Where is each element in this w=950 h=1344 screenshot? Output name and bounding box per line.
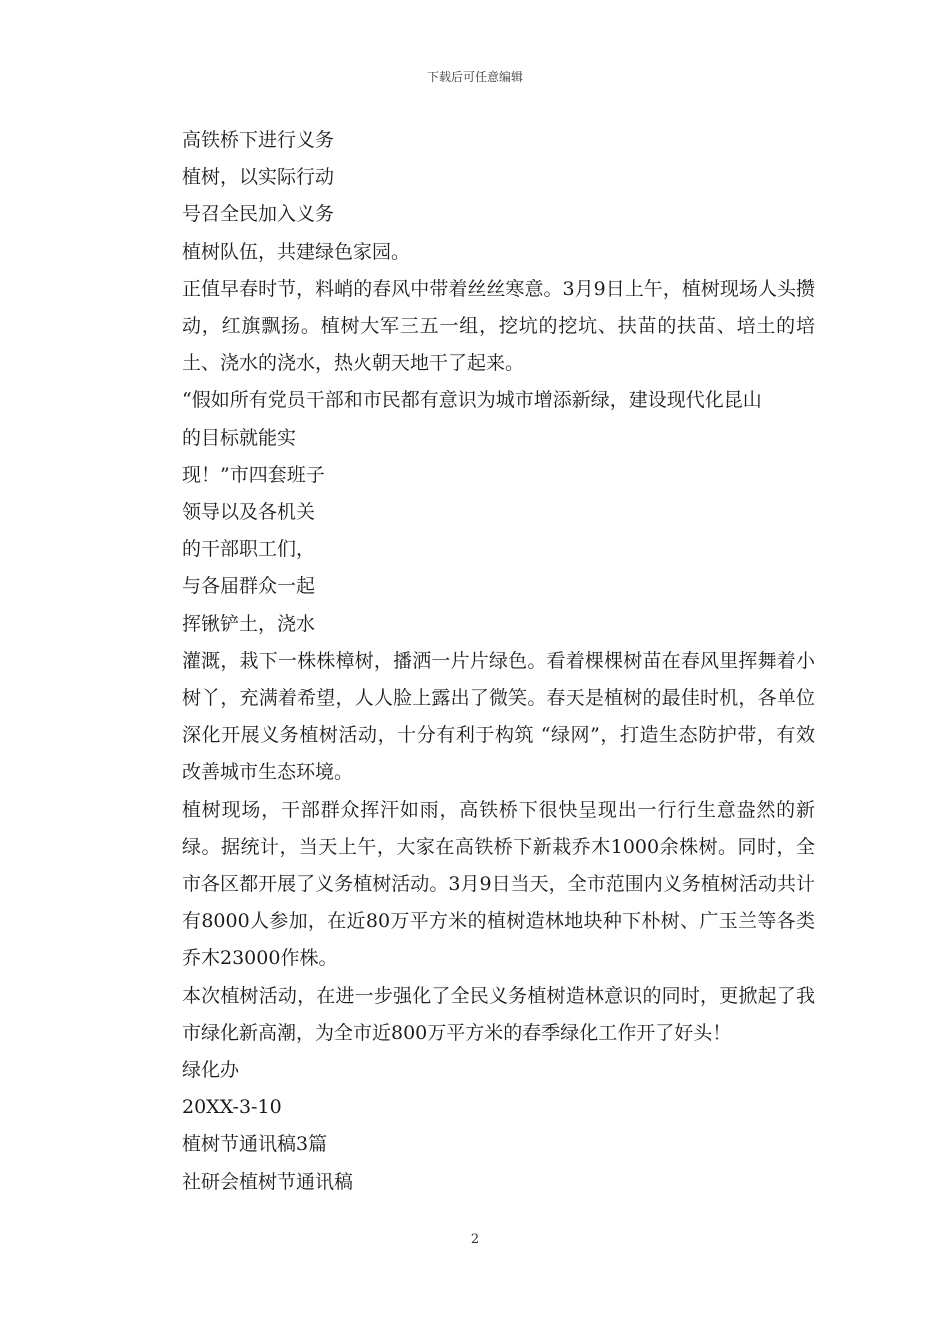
paragraph: 正值早春时节，料峭的春风中带着丝丝寒意。3月9日上午，植树现场人头攒动，红旗飘扬。植树大军三五一组，挖坑的挖坑、扶苗的扶苗、培土的培土、浇水的浇水，热火朝天地干了起来。: [182, 277, 815, 375]
section-title: 植树节通讯稿3篇: [182, 1133, 328, 1156]
quote-line: 领导以及各机关: [182, 501, 316, 524]
quote-line: “假如所有党员干部和市民都有意识为城市增添新绿，建设现代化昆山: [182, 389, 762, 412]
quote-line: 现！”市四套班子: [182, 463, 325, 486]
quote-line: 的干部职工们，: [182, 538, 316, 561]
section-title: 社研会植树节通讯稿: [182, 1170, 354, 1193]
quote-line: 的目标就能实: [182, 426, 297, 449]
text-line: 植树队伍，共建绿色家园。: [182, 240, 411, 263]
text-line: 植树，以实际行动: [182, 166, 335, 189]
signature-line: 绿化办: [182, 1059, 240, 1082]
quote-line: 与各届群众一起: [182, 575, 316, 598]
text-line: 高铁桥下进行义务: [182, 129, 335, 151]
text-line: 号召全民加入义务: [182, 203, 335, 226]
document-body: [145, 122, 815, 1201]
paragraph: 植树现场，干部群众挥汗如雨，高铁桥下很快呈现出一行行生意盎然的新绿。据统计，当天上午，大家在高铁桥下新栽乔木1000余株树。同时，全市各区都开展了义务植树活动。3月9日当天，全市范围内义务植树活动共计有8000人参加，在近80万平方米的植树造林地块种下朴树、广玉兰等各类乔木23000作株。: [182, 798, 815, 970]
paragraph: 灌溉，栽下一株株樟树，播洒一片片绿色。看着棵棵树苗在春风里挥舞着小树丫，充满着希望，人人脸上露出了微笑。春天是植树的最佳时机，各单位深化开展义务植树活动，十分有利于构筑 “绿网”，打造生态防护带，有效改善城市生态环境。: [182, 649, 815, 784]
date-line: 20XX-3-10: [182, 1096, 282, 1119]
paragraph: 本次植树活动，在进一步强化了全民义务植树造林意识的同时，更掀起了我市绿化新高潮，为全市近800万平方米的春季绿化工作开了好头！: [182, 984, 815, 1044]
quote-line: 挥锹铲土，浇水: [182, 612, 316, 635]
page-header-note: 下载后可任意编辑: [426, 70, 523, 84]
page-number: 2: [470, 1232, 480, 1247]
